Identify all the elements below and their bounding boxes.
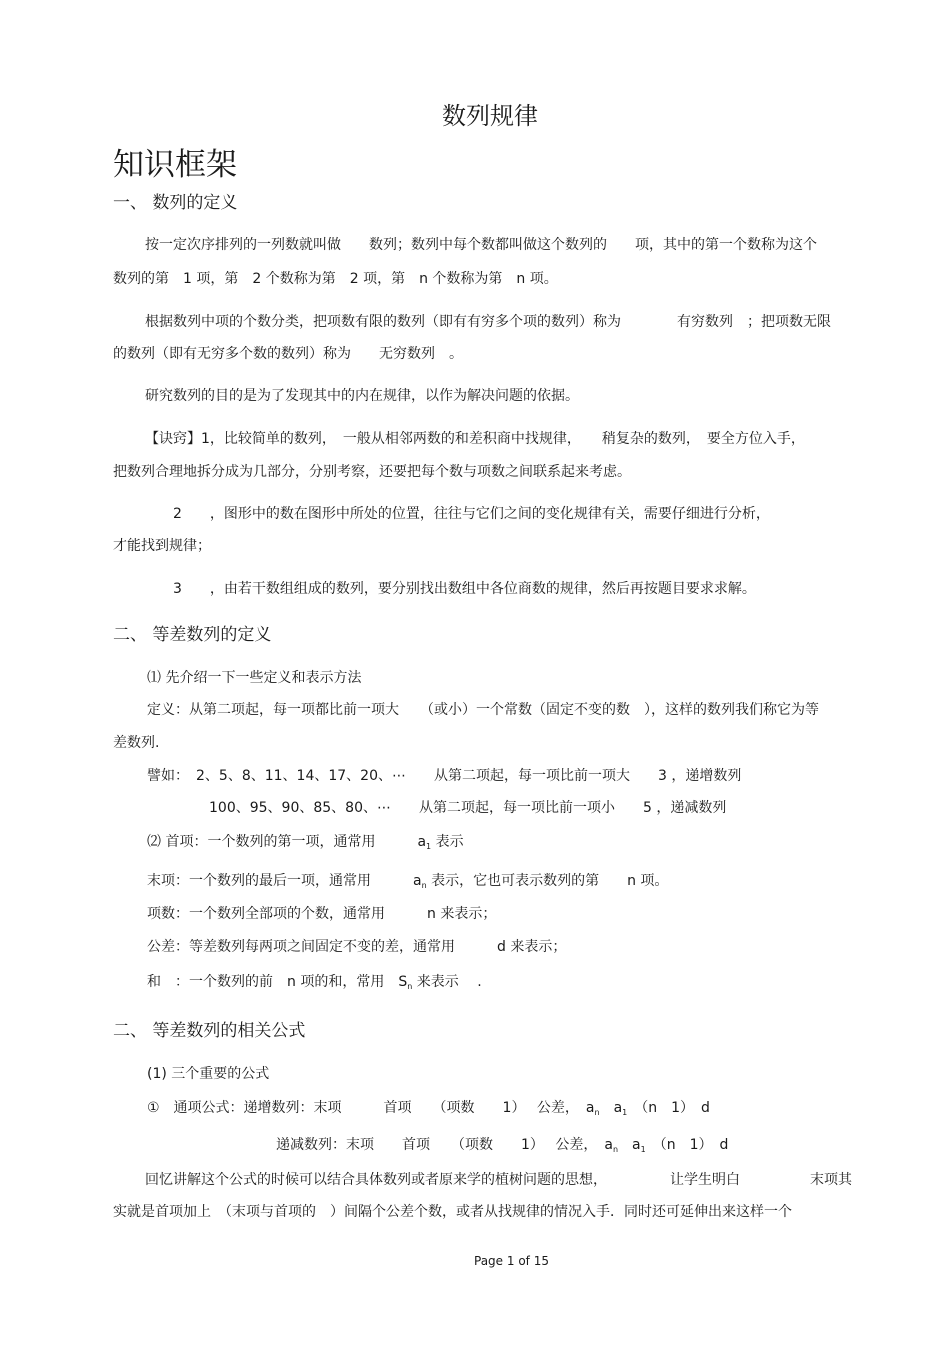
paragraph-line: 2 ，图形中的数在图形中所处的位置，往往与它们之间的变化规律有关，需要仔细进行分析， xyxy=(173,506,770,522)
example-line: 100、95、90、85、80、⋯ 从第二项起，每一项比前一项小 5 ，递减数列 xyxy=(209,800,727,816)
term-line: ⑵ 首项：一个数列的第一项，通常用 $a_1$ 表示 xyxy=(147,834,464,851)
term-line: 和 ：一个数列的前 n 项的和，常用 $S_n$ 来表示 . xyxy=(147,974,482,991)
paragraph-line: 的数列（即有无穷多个数的数列）称为 无穷数列 。 xyxy=(113,346,463,362)
term-line: 项数：一个数列全部项的个数，通常用 n 来表示； xyxy=(147,906,497,922)
definition-line: 定义：从第二项起，每一项都比前一项大 （或小）一个常数（固定不变的数 ），这样的数列我们称它为等 xyxy=(147,702,819,718)
paragraph-line: 根据数列中项的个数分类，把项数有限的数列（即有有穷多个项的数列）称为 有穷数列 ；把项数无限 xyxy=(145,314,831,330)
paragraph-line: ⑴ 先介绍一下一些定义和表示方法 xyxy=(147,670,362,686)
paragraph-line: 才能找到规律； xyxy=(113,538,211,554)
formula-line: ① 通项公式：递增数列：末项 首项 （项数 1） 公差， $a_n$ $a_1$ （n 1） d xyxy=(147,1100,710,1117)
paragraph-line: (1) 三个重要的公式 xyxy=(147,1066,270,1082)
section-heading-sequence-definition: 一、 数列的定义 xyxy=(113,193,238,213)
paragraph-line: 把数列合理地拆分成为几部分，分别考察，还要把每个数与项数之间联系起来考虑。 xyxy=(113,464,631,480)
paragraph-line: 【诀窍】1，比较简单的数列， 一般从相邻两数的和差积商中找规律， 稍复杂的数列， 要全方位入手， xyxy=(145,431,805,447)
paragraph-line: 回忆讲解这个公式的时候可以结合具体数列或者原来学的植树问题的思想， 让学生明白 末项其 xyxy=(145,1172,852,1188)
page-title: 数列规律 xyxy=(442,102,538,130)
paragraph-line: 数列的第 1 项，第 2 个数称为第 2 项，第 n 个数称为第 n 项。 xyxy=(113,271,558,287)
section-heading-arithmetic-sequence: 二、 等差数列的定义 xyxy=(113,625,272,645)
term-line: 末项：一个数列的最后一项，通常用 $a_n$ 表示，它也可表示数列的第 n 项。 xyxy=(147,873,669,890)
paragraph-line: 3 ，由若干数组组成的数列，要分别找出数组中各位商数的规律，然后再按题目要求求解。 xyxy=(173,581,756,597)
definition-line: 差数列. xyxy=(113,735,160,751)
paragraph-line: 实就是首项加上 （末项与首项的 ）间隔个公差个数，或者从找规律的情况入手．同时还可延伸出来这样一个 xyxy=(113,1204,792,1220)
section-heading-formulas: 二、 等差数列的相关公式 xyxy=(113,1021,306,1041)
paragraph-line: 研究数列的目的是为了发现其中的内在规律，以作为解决问题的依据。 xyxy=(145,388,579,404)
paragraph-line: 按一定次序排列的一列数就叫做 数列；数列中每个数都叫做这个数列的 项，其中的第一个数称为这个 xyxy=(145,237,817,253)
formula-line: 递减数列：末项 首项 （项数 1） 公差， $a_n$ $a_1$ （n 1） d xyxy=(276,1137,729,1154)
section-heading-knowledge-framework: 知识框架 xyxy=(113,147,237,183)
page-footer: Page 1 of 15 xyxy=(474,1254,549,1268)
term-line: 公差：等差数列每两项之间固定不变的差，通常用 d 来表示； xyxy=(147,939,567,955)
example-line: 譬如： 2、5、8、11、14、17、20、⋯ 从第二项起，每一项比前一项大 3 ，递增数列 xyxy=(147,768,742,784)
